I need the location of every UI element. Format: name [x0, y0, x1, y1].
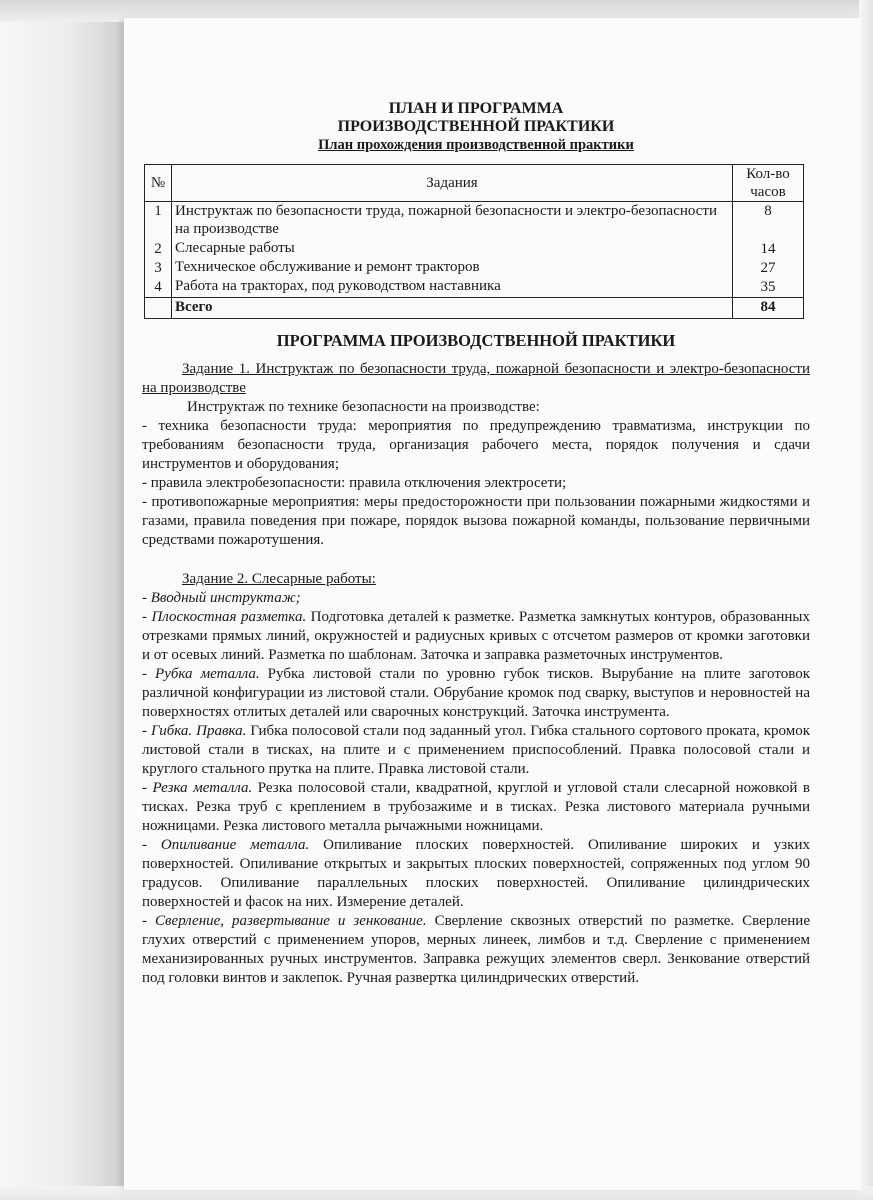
row-number: 4: [154, 279, 162, 295]
task2-item: [142, 779, 810, 836]
task2-item: [142, 722, 810, 779]
item-text: Опиливание плоских поверхностей. Опиливание широких и узких поверхностей. Опиливание открытых и закрытых плоских поверхностей, сопряженных под углом 90 градусов. Опиливание параллельных плоских поверхностей. Опиливание цилиндрических поверхностей и фасок на них. Измерение деталей.: [142, 837, 810, 910]
hours-cell: 14: [760, 241, 776, 257]
page-title-line2: ПРОИЗВОДСТВЕННОЙ ПРАКТИКИ: [337, 118, 615, 135]
item-text: Сверление сквозных отверстий по разметке. Сверление глухих отверстий с применением упоров, мерных линеек, лимбов и т.д. Сверление с применением механизированных ручных инструментов. Заправка режущих элементов сверл. Зенкование отверстий под головки винтов и заклепок. Ручная развертка цилиндрических отверстий.: [142, 913, 810, 986]
plan-table: [144, 164, 804, 319]
task1-heading: Задание 1. Инструктаж по безопасности труда, пожарной безопасности и электро-безопасности на производстве: [142, 361, 810, 396]
task2-item: [142, 912, 810, 988]
item-lead: - Опиливание металла.: [142, 837, 310, 853]
item-lead: - Плоскостная разметка.: [142, 609, 307, 625]
row-number: [148, 221, 168, 240]
row-tasks: [172, 202, 733, 298]
document-content: [142, 100, 810, 988]
table-body-row: [145, 202, 804, 298]
hours-cell: 35: [760, 279, 776, 295]
row-number: 3: [154, 260, 162, 276]
task2-item: [142, 665, 810, 722]
task-cell: Инструктаж по безопасности труда, пожарной безопасности и электро-безопасности на производстве: [175, 203, 717, 237]
task1-item: - противопожарные мероприятия: меры предосторожности при пользовании пожарными жидкостями и газами, правила поведения при пожаре, порядок вызова пожарной команды, пользование первичными средствами пожаротушения.: [142, 494, 810, 548]
table-header-row: [145, 165, 804, 202]
item-text: Подготовка деталей к разметке. Разметка замкнутых контуров, образованных отрезками прямых линий, окружностей и радиусных кривых с отсчетом размеров от кромки заготовки и от осевых линий. Разметка по шаблонам. Заточка и заправка разметочных инструментов.: [142, 609, 811, 663]
row-number: 1: [154, 203, 162, 219]
item-text: Резка полосовой стали, квадратной, круглой и угловой стали слесарной ножовкой в тисках. Резка труб с креплением в трубозажиме и в тисках. Резка листового материала ручными ножницами. Резка листового металла рычажными ножницами.: [142, 780, 810, 834]
task2-item: [142, 608, 810, 665]
hours-spacer: [736, 221, 800, 240]
item-lead: - Сверление, развертывание и зенкование.: [142, 913, 427, 929]
scan-right-edge: [859, 0, 873, 1200]
task1-item: - техника безопасности труда: мероприятия по предупреждению травматизма, инструкции по требованиям безопасности труда, организация рабочего места, порядок получения и сдачи инструментов и оборудования;: [142, 418, 810, 472]
task1-item: - правила электробезопасности: правила отключения электросети;: [142, 475, 567, 491]
task2-heading: Задание 2. Слесарные работы:: [182, 571, 376, 587]
item-lead: - Резка металла.: [142, 780, 253, 796]
task-cell: Слесарные работы: [175, 240, 295, 256]
row-number: 2: [154, 241, 162, 257]
task1-intro: Инструктаж по технике безопасности на производстве:: [187, 399, 540, 415]
section-spacer: [142, 550, 810, 570]
plan-subtitle: План прохождения производственной практики: [318, 137, 634, 153]
item-text: Гибка полосовой стали под заданный угол. Гибка стального сортового проката, кромок листовой стали в тисках, на плите и с применением приспособлений. Правка полосовой стали и круглого стального прутка на плите. Правка листовой стали.: [142, 723, 810, 777]
item-lead: - Гибка. Правка.: [142, 723, 247, 739]
item-lead: - Рубка металла.: [142, 666, 260, 682]
total-num-cell: [145, 298, 172, 319]
page-title-line1: ПЛАН И ПРОГРАММА: [388, 100, 564, 117]
table-total-row: [145, 298, 804, 319]
task2-item: [142, 836, 810, 912]
item-text: Рубка листовой стали по уровню губок тисков. Вырубание на плите заготовок различной конфигурации из листовой стали. Обрубание кромок под сварку, выступов и неровностей на поверхностях отлитых деталей или сварочных конструкций. Заточка инструмента.: [142, 666, 810, 720]
task-cell: Работа на тракторах, под руководством наставника: [175, 278, 501, 294]
task2-item: [142, 589, 810, 608]
row-numbers: [145, 202, 172, 298]
hours-cell: 27: [760, 260, 776, 276]
header-hours: Кол-во часов: [733, 165, 804, 202]
task-cell: Техническое обслуживание и ремонт тракторов: [175, 259, 480, 275]
hours-cell: 8: [764, 203, 772, 219]
header-num: №: [145, 165, 172, 202]
total-label: Всего: [172, 298, 733, 319]
header-tasks: Задания: [172, 165, 733, 202]
total-hours: 84: [733, 298, 804, 319]
item-lead: - Вводный инструктаж;: [142, 590, 301, 606]
program-title: ПРОГРАММА ПРОИЗВОДСТВЕННОЙ ПРАКТИКИ: [276, 331, 676, 350]
row-hours: [733, 202, 804, 298]
scan-left-shadow: [0, 0, 128, 1200]
